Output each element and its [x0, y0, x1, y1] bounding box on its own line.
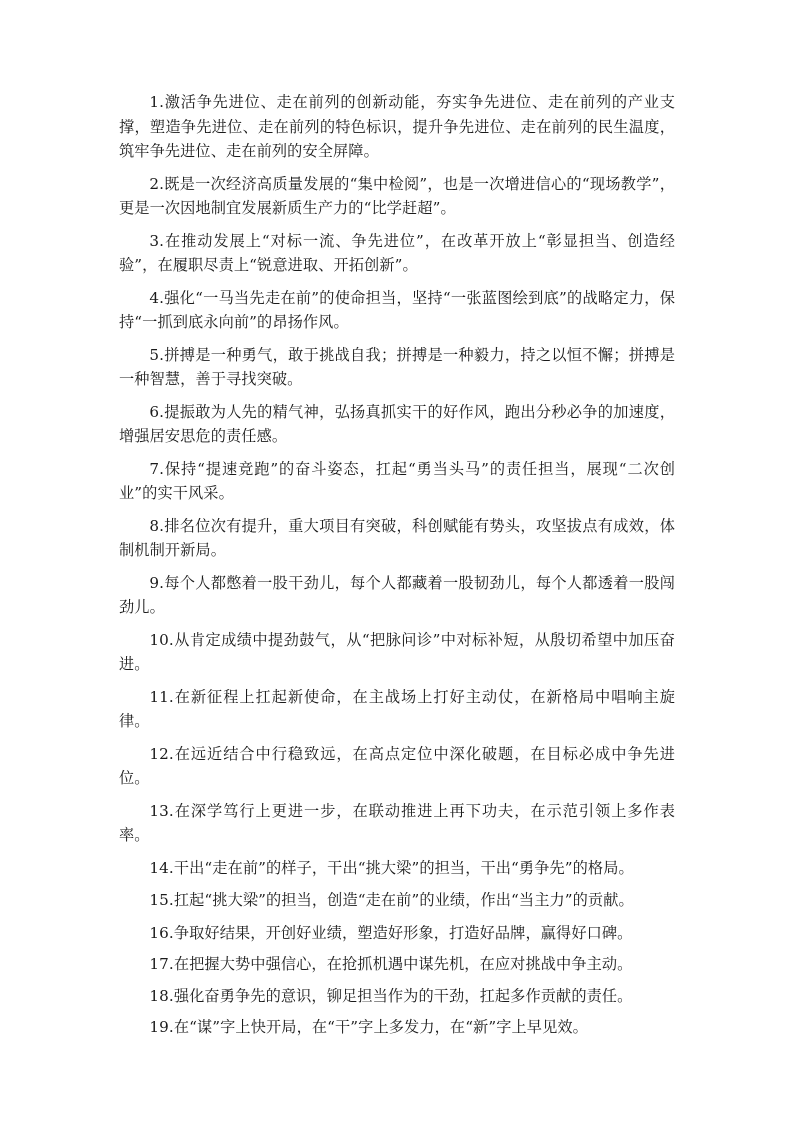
paragraph-1: 1.激活争先进位、走在前列的创新动能，夯实争先进位、走在前列的产业支撑，塑造争先进位、走在前列的特色标识，提升争先进位、走在前列的民生温度，筑牢争先进位、走在前列的安全屏障。 — [119, 93, 675, 160]
paragraph-15: 15.扛起“挑大梁”的担当，创造“走在前”的业绩，作出“当主力”的贡献。 — [149, 891, 634, 909]
paragraph-8: 8.排名位次有提升，重大项目有突破，科创赋能有势头，攻坚拔点有成效，体制机制开新局。 — [119, 516, 675, 559]
paragraph-19: 19.在“谋”字上快开局，在“干”字上多发力，在“新”字上早见效。 — [149, 1018, 588, 1036]
paragraph-2: 2.既是一次经济高质量发展的“集中检阅”，也是一次增进信心的“现场教学”，更是一次因地制宜发展新质生产力的“比学赶超”。 — [119, 174, 675, 217]
paragraph-5: 5.拼搏是一种勇气，敢于挑战自我；拼搏是一种毅力，持之以恒不懈；拼搏是一种智慧，善于寻找突破。 — [119, 345, 675, 388]
document-body — [119, 90, 675, 1047]
paragraph-14: 14.干出“走在前”的样子，干出“挑大梁”的担当，干出“勇争先”的格局。 — [149, 858, 634, 877]
paragraph-9: 9.每个人都憋着一股干劲儿，每个人都藏着一股韧劲儿，每个人都透着一股闯劲儿。 — [119, 573, 675, 616]
paragraph-3: 3.在推动发展上“对标一流、争先进位”，在改革开放上“彰显担当、创造经验”，在履职尽责上“锐意进取、开拓创新”。 — [119, 231, 675, 274]
paragraph-18: 18.强化奋勇争先的意识，铆足担当作为的干劲，扛起多作贡献的责任。 — [149, 986, 633, 1005]
paragraph-11: 11.在新征程上扛起新使命，在主战场上打好主动仗，在新格局中唱响主旋律。 — [119, 687, 675, 730]
paragraph-10: 10.从肯定成绩中提劲鼓气，从“把脉问诊”中对标补短，从殷切希望中加压奋进。 — [119, 630, 675, 673]
paragraph-7: 7.保持“提速竞跑”的奋斗姿态，扛起“勇当头马”的责任担当，展现“二次创业”的实干风采。 — [119, 459, 675, 502]
paragraph-13: 13.在深学笃行上更进一步，在联动推进上再下功夫，在示范引领上多作表率。 — [119, 801, 675, 844]
paragraph-17: 17.在把握大势中强信心，在抢抓机遇中谋先机，在应对挑战中争主动。 — [149, 955, 633, 973]
paragraph-4: 4.强化“一马当先走在前”的使命担当，坚持“一张蓝图绘到底”的战略定力，保持“一抓到底永向前”的昂扬作风。 — [119, 288, 675, 331]
paragraph-6: 6.提振敢为人先的精气神，弘扬真抓实干的好作风，跑出分秒必争的加速度，增强居安思危的责任感。 — [119, 402, 675, 445]
paragraph-12: 12.在远近结合中行稳致远，在高点定位中深化破题，在目标必成中争先进位。 — [119, 744, 675, 787]
paragraph-16: 16.争取好结果，开创好业绩，塑造好形象，打造好品牌，赢得好口碑。 — [149, 923, 633, 942]
